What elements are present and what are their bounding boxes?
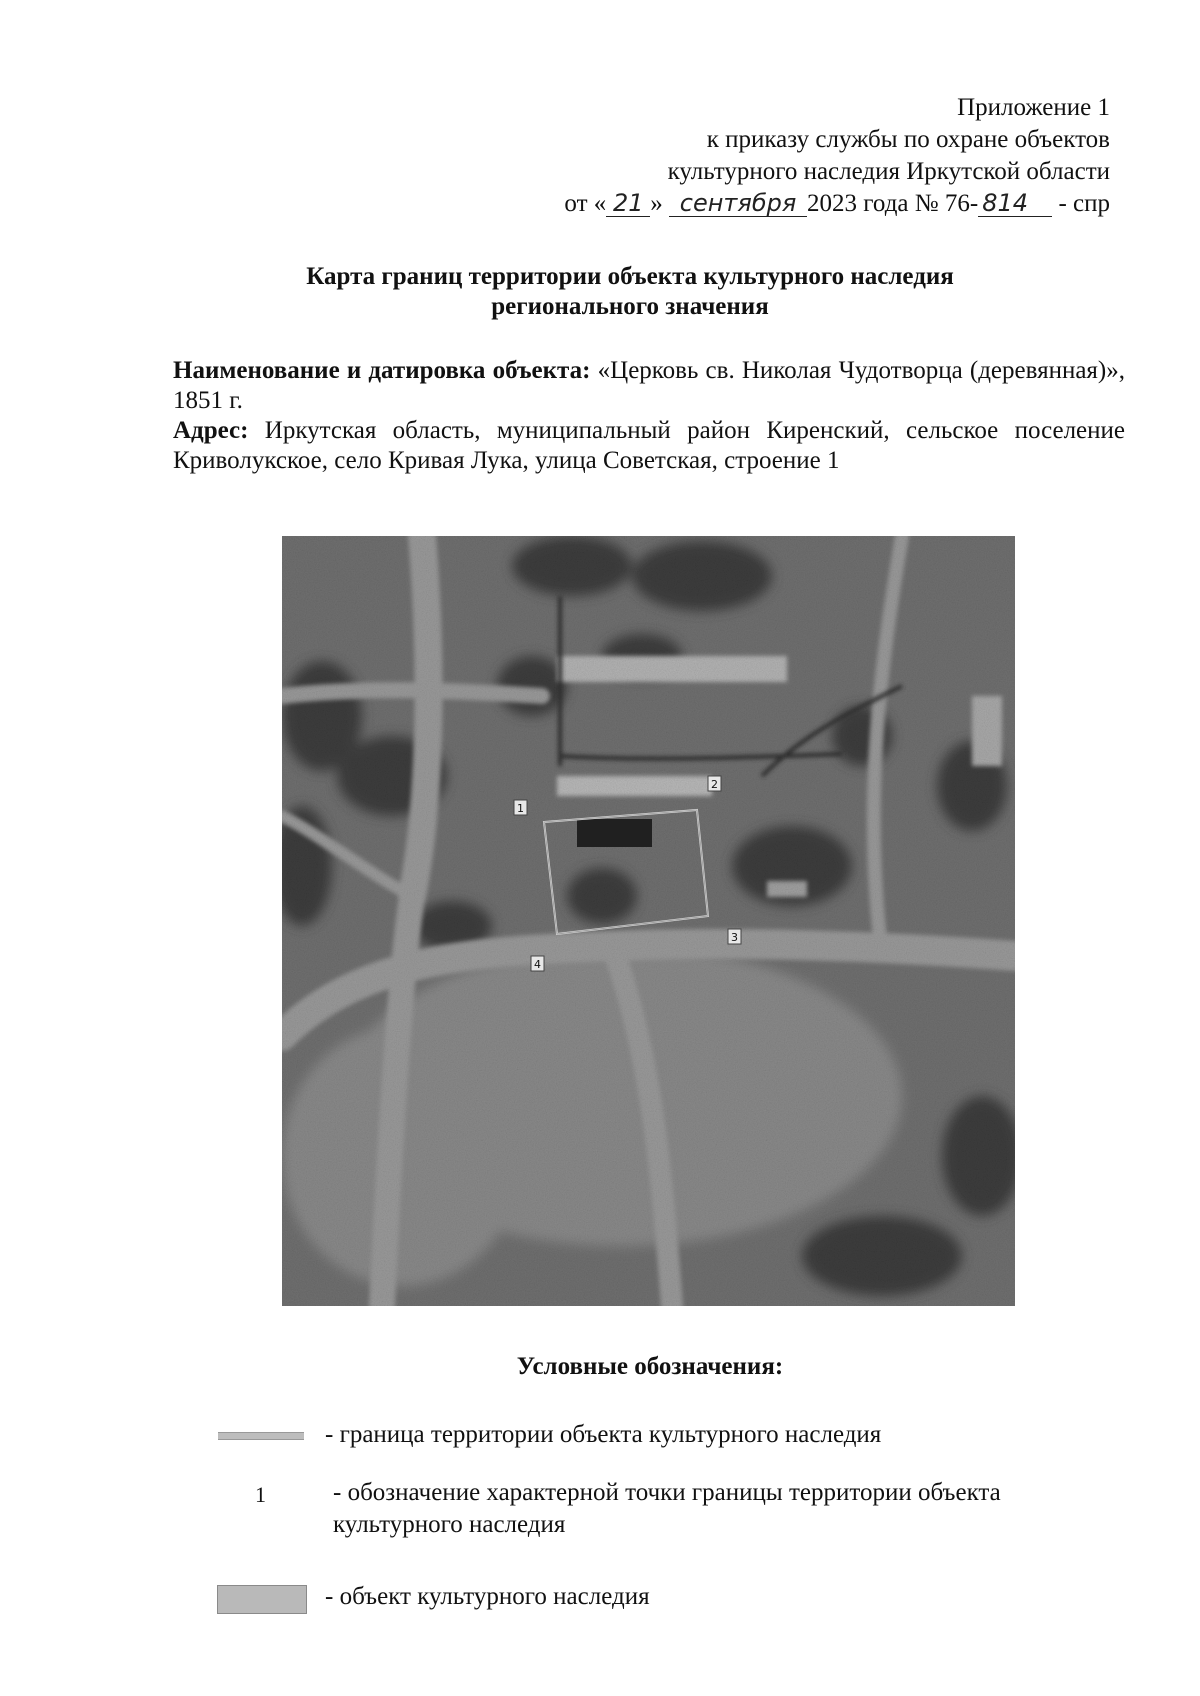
legend-point-text-cont: культурного наследия [333, 1511, 566, 1538]
handwritten-day: 21 [606, 190, 650, 217]
legend-point-sample: 1 [255, 1482, 266, 1507]
legend-title: Условные обозначения: [516, 1353, 784, 1380]
svg-text:1: 1 [517, 802, 524, 815]
svg-text:4: 4 [534, 958, 541, 971]
appendix-number: Приложение 1 [957, 94, 1110, 121]
title-line-1: Карта границ территории объекта культурного наследия [306, 263, 954, 290]
title-line-2: регионального значения [491, 293, 769, 320]
boundary-point-2 [708, 776, 721, 791]
object-address-label: Адрес: [173, 417, 249, 444]
legend-object-text: - объект культурного наследия [325, 1583, 650, 1610]
legend-object-swatch [217, 1585, 307, 1614]
svg-text:3: 3 [731, 931, 738, 944]
legend-boundary-swatch [218, 1432, 304, 1440]
year-text: 2023 года № 76- [807, 190, 979, 217]
date-prefix: от « [564, 190, 607, 217]
object-address [173, 416, 1125, 476]
svg-text:2: 2 [711, 778, 718, 791]
date-mid: » [650, 190, 663, 217]
object-name-value: «Церковь св. Николая Чудотворца (деревянная)», 1851 г. [173, 357, 1126, 414]
boundary-point-3 [728, 929, 741, 944]
handwritten-month: сентября [669, 190, 807, 217]
satellite-map [282, 536, 1015, 1306]
boundary-point-4 [531, 956, 544, 971]
appendix-header [410, 92, 1110, 220]
legend-boundary-text: - граница территории объекта культурного наследия [325, 1421, 882, 1448]
heritage-object-building [577, 819, 652, 847]
object-address-value: Иркутская область, муниципальный район Киренский, сельское поселение Криволукское, село Кривая Лука, улица Советская, строение 1 [173, 417, 1125, 474]
object-info [173, 356, 1125, 476]
document-title [170, 262, 1090, 322]
boundary-point-1 [514, 800, 527, 815]
object-name [173, 356, 1125, 416]
map-image [282, 536, 1015, 1306]
legend-point-text: - обозначение характерной точки границы территории объекта [333, 1479, 1001, 1506]
order-suffix: - спр [1058, 190, 1110, 217]
object-name-label: Наименование и датировка объекта: [173, 357, 591, 384]
handwritten-order-number: 814 [978, 190, 1052, 217]
order-date-line [410, 188, 1110, 220]
order-reference: к приказу службы по охране объектов [706, 126, 1110, 153]
order-authority: культурного наследия Иркутской области [667, 158, 1110, 185]
